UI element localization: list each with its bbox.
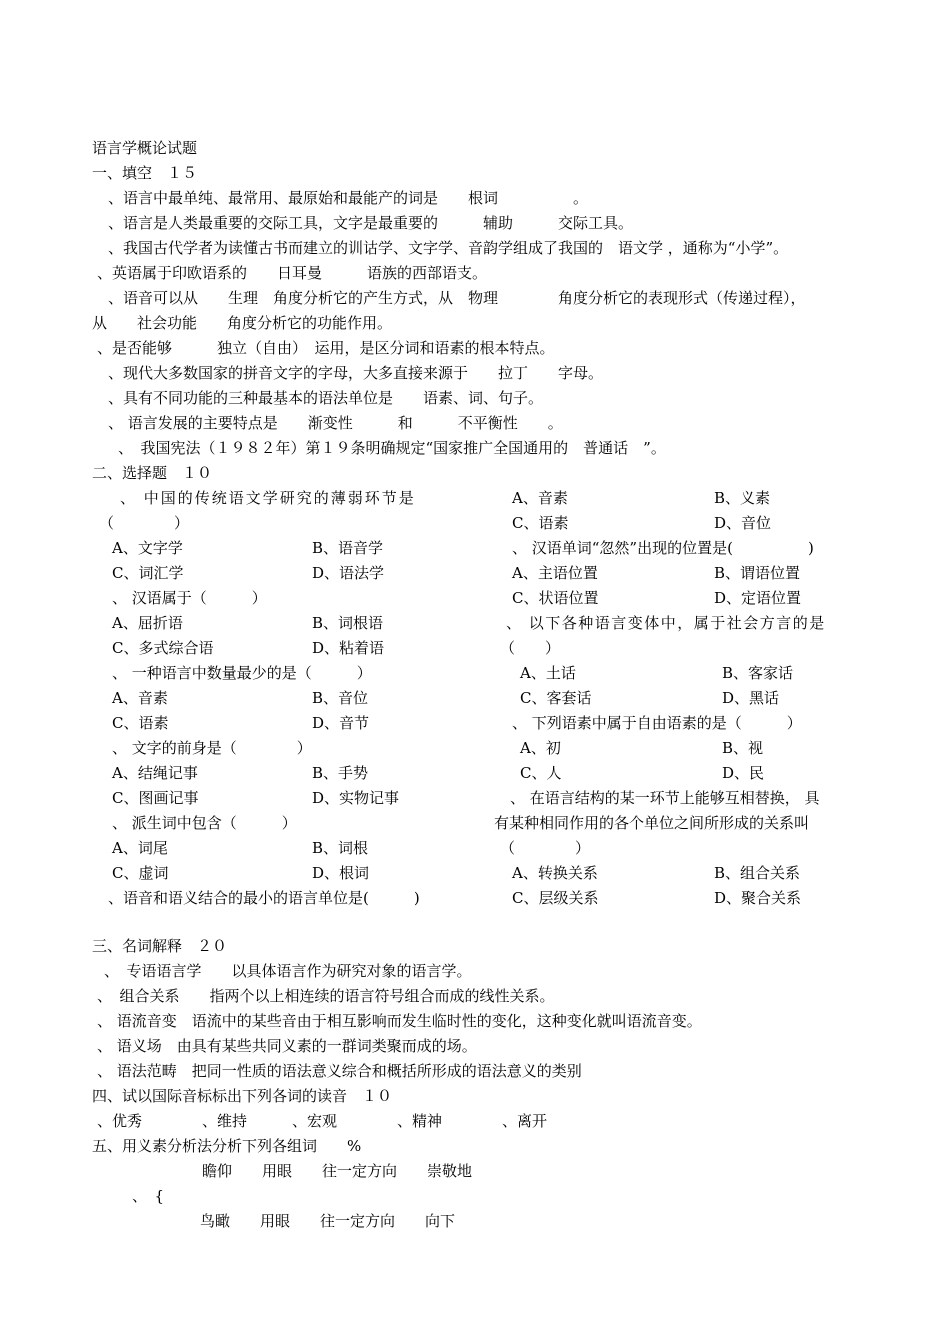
choice-q1-option-c: C、词汇学 bbox=[112, 564, 184, 582]
choice-q8-option-d: D、黑话 bbox=[722, 689, 780, 707]
phonetic-word-list: 、优秀 、维持 、宏观 、精神 、离开 bbox=[97, 1112, 548, 1130]
fill-question-6: 、是否能够 独立（自由） 运用，是区分词和语素的根本特点。 bbox=[97, 339, 555, 357]
choice-q8-option-c: C、客套话 bbox=[520, 689, 592, 707]
choice-question-5: 、 派生词中包含（ ） bbox=[112, 814, 297, 832]
term-definition-5: 、 语法范畴 把同一性质的语法意义综合和概括所形成的语法意义的类别 bbox=[97, 1062, 582, 1080]
choice-q9-option-a: A、初 bbox=[520, 739, 561, 757]
fill-question-3: 、我国古代学者为读懂古书而建立的训诂学、文字学、音韵学组成了我国的 语文学 ，通称为“小学”。 bbox=[108, 239, 789, 257]
term-definition-1: 、 专语语言学 以具体语言作为研究对象的语言学。 bbox=[104, 962, 472, 980]
choice-q9-option-b: B、视 bbox=[722, 739, 764, 757]
fill-question-7: 、现代大多数国家的拼音文字的字母，大多直接来源于 拉丁 字母。 bbox=[108, 364, 604, 382]
choice-question-8: 、 以下各种语言变体中，属于社会方言的是 bbox=[506, 614, 826, 632]
choice-question-7: 、 汉语单词“忽然”出现的位置是( ) bbox=[512, 539, 814, 557]
choice-q10-option-b: B、组合关系 bbox=[714, 864, 801, 882]
choice-q3-option-b: B、音位 bbox=[312, 689, 369, 707]
choice-question-1-paren: （ ） bbox=[99, 514, 190, 532]
choice-q1-option-a: A、文字学 bbox=[112, 539, 183, 557]
choice-q5-option-a: A、词尾 bbox=[112, 839, 168, 857]
choice-q6-option-d: D、音位 bbox=[714, 514, 772, 532]
fill-question-2: 、语言是人类最重要的交际工具，文字是最重要的 辅助 交际工具。 bbox=[108, 214, 634, 232]
choice-q4-option-d: D、实物记事 bbox=[312, 789, 400, 807]
choice-q5-option-c: C、虚词 bbox=[112, 864, 169, 882]
choice-q1-option-d: D、语法学 bbox=[312, 564, 385, 582]
choice-q4-option-c: C、图画记事 bbox=[112, 789, 199, 807]
term-definition-4: 、 语义场 由具有某些共同义素的一群词类聚而成的场。 bbox=[97, 1037, 477, 1055]
choice-q6-option-b: B、义素 bbox=[714, 489, 771, 507]
fill-question-5: 、语音可以从 生理 角度分析它的产生方式，从 物理 角度分析它的表现形式（传递过程）， bbox=[108, 289, 806, 307]
choice-q1-option-b: B、语音学 bbox=[312, 539, 384, 557]
choice-q2-option-d: D、粘着语 bbox=[312, 639, 385, 657]
fill-question-9: 、 语言发展的主要特点是 渐变性 和 不平衡性 。 bbox=[108, 414, 563, 432]
choice-q8-option-b: B、客家话 bbox=[722, 664, 794, 682]
choice-q10-option-c: C、层级关系 bbox=[512, 889, 599, 907]
seme-analysis-row-2: 鸟瞰 用眼 往一定方向 向下 bbox=[200, 1212, 456, 1230]
term-definition-2: 、 组合关系 指两个以上相连续的语言符号组合而成的线性关系。 bbox=[97, 987, 555, 1005]
choice-q5-option-d: D、根词 bbox=[312, 864, 370, 882]
fill-question-8: 、具有不同功能的三种最基本的语法单位是 语素、词、句子。 bbox=[108, 389, 544, 407]
choice-q10-option-a: A、转换关系 bbox=[512, 864, 598, 882]
choice-q6-option-a: A、音素 bbox=[512, 489, 568, 507]
fill-question-4: 、英语属于印欧语系的 日耳曼 语族的西部语支。 bbox=[97, 264, 488, 282]
choice-q2-option-a: A、屈折语 bbox=[112, 614, 183, 632]
section5-heading: 五、用义素分析法分析下列各组词 % bbox=[92, 1137, 362, 1155]
section4-heading: 四、试以国际音标标出下列各词的读音 １０ bbox=[92, 1087, 393, 1105]
choice-q3-option-a: A、音素 bbox=[112, 689, 168, 707]
choice-q2-option-c: C、多式综合语 bbox=[112, 639, 214, 657]
section2-heading: 二、选择题 １０ bbox=[92, 464, 213, 482]
choice-q3-option-d: D、音节 bbox=[312, 714, 370, 732]
fill-question-10: 、 我国宪法（１９８２年）第１９条明确规定“国家推广全国通用的 普通话 ”。 bbox=[118, 439, 666, 457]
choice-question-10-paren: （ ） bbox=[500, 839, 591, 857]
term-definition-3: 、 语流音变 语流中的某些音由于相互影响而发生临时性的变化，这种变化就叫语流音变。 bbox=[97, 1012, 702, 1030]
choice-q7-option-a: A、主语位置 bbox=[512, 564, 598, 582]
fill-question-1: 、语言中最单纯、最常用、最原始和最能产的词是 根词 。 bbox=[108, 189, 589, 207]
choice-question-6: 、语音和语义结合的最小的语言单位是( ) bbox=[108, 889, 420, 907]
choice-q4-option-a: A、结绳记事 bbox=[112, 764, 198, 782]
document-title: 语言学概论试题 bbox=[92, 139, 198, 157]
choice-q9-option-c: C、人 bbox=[520, 764, 562, 782]
choice-q9-option-d: D、民 bbox=[722, 764, 765, 782]
choice-question-10: 、 在语言结构的某一环节上能够互相替换， 具 bbox=[510, 789, 820, 807]
choice-q7-option-d: D、定语位置 bbox=[714, 589, 802, 607]
choice-q7-option-b: B、谓语位置 bbox=[714, 564, 801, 582]
choice-question-2: 、 汉语属于（ ） bbox=[112, 589, 267, 607]
choice-q8-option-a: A、土话 bbox=[520, 664, 576, 682]
choice-question-8-paren: （ ） bbox=[500, 639, 561, 657]
choice-question-4: 、 文字的前身是（ ） bbox=[112, 739, 312, 757]
section1-heading: 一、填空 １５ bbox=[92, 164, 198, 182]
choice-q4-option-b: B、手势 bbox=[312, 764, 369, 782]
choice-question-3: 、 一种语言中数量最少的是（ ） bbox=[112, 664, 372, 682]
choice-q7-option-c: C、状语位置 bbox=[512, 589, 599, 607]
choice-q5-option-b: B、词根 bbox=[312, 839, 369, 857]
choice-q3-option-c: C、语素 bbox=[112, 714, 169, 732]
seme-analysis-row-1: 瞻仰 用眼 往一定方向 崇敬地 bbox=[202, 1162, 473, 1180]
seme-analysis-brace: 、 { bbox=[132, 1187, 165, 1205]
choice-question-1: 、 中国的传统语文学研究的薄弱环节是 bbox=[120, 489, 416, 507]
choice-question-10-cont: 有某种相同作用的各个单位之间所形成的关系叫 bbox=[494, 814, 810, 832]
choice-q10-option-d: D、聚合关系 bbox=[714, 889, 802, 907]
section3-heading: 三、名词解释 ２０ bbox=[92, 937, 228, 955]
choice-q2-option-b: B、词根语 bbox=[312, 614, 384, 632]
fill-question-5-cont: 从 社会功能 角度分析它的功能作用。 bbox=[92, 314, 393, 332]
choice-q6-option-c: C、语素 bbox=[512, 514, 569, 532]
choice-question-9: 、 下列语素中属于自由语素的是（ ） bbox=[512, 714, 802, 732]
